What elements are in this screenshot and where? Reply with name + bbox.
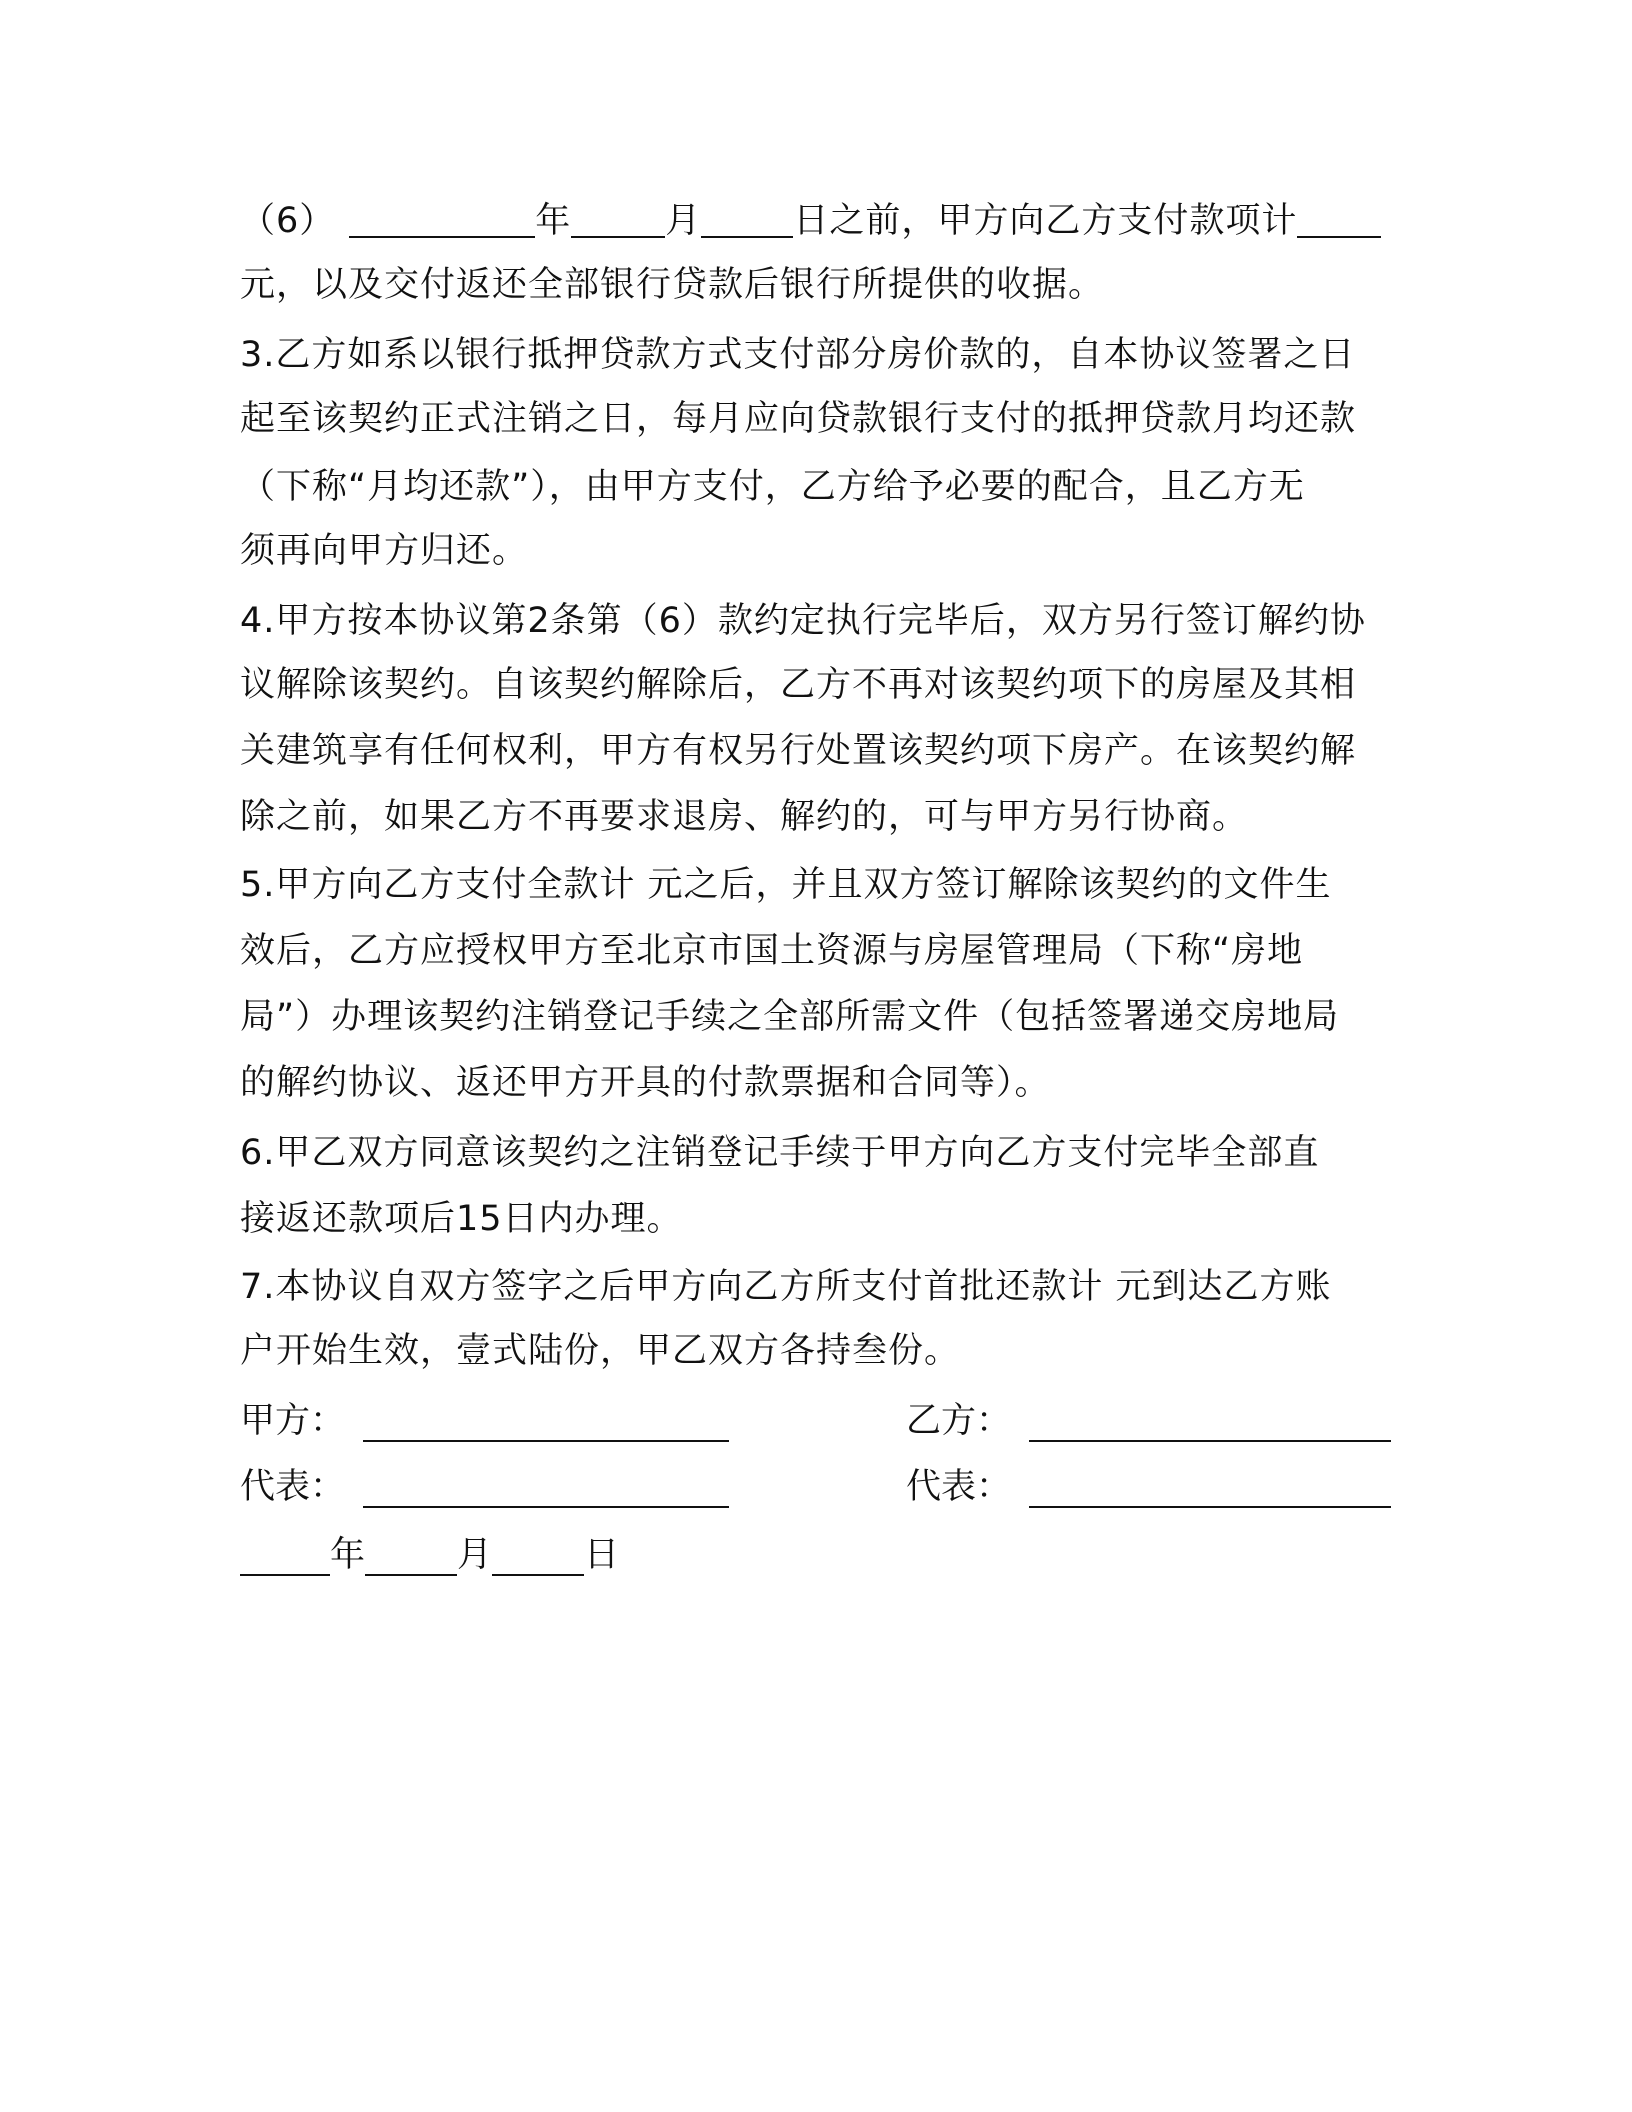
rep-a-signature-line[interactable] (363, 1466, 729, 1508)
day-blank[interactable] (701, 196, 793, 238)
party-b-signature-line[interactable] (1029, 1400, 1391, 1442)
sign-month-label: 月 (457, 1535, 493, 1575)
sign-year-blank[interactable] (240, 1534, 330, 1576)
clause-3-line-3: （下称“月均还款”），由甲方支付，乙方给予必要的配合，且乙方无 (240, 467, 1305, 507)
clause-4-line-4: 除之前，如果乙方不再要求退房、解约的，可与甲方另行协商。 (240, 797, 1249, 837)
amount-blank[interactable] (1297, 196, 1381, 238)
clause-6-number: （6） (240, 201, 336, 241)
clause-4-line-1: 4.甲方按本协议第2条第（6）款约定执行完毕后，双方另行签订解约协 (240, 601, 1366, 641)
clause-6-line-2: 元，以及交付返还全部银行贷款后银行所提供的收据。 (240, 265, 1105, 305)
rep-b-signature-line[interactable] (1029, 1466, 1391, 1508)
clause-5-line-4: 的解约协议、返还甲方开具的付款票据和合同等）。 (240, 1063, 1051, 1103)
clause-3-line-4: 须再向甲方归还。 (240, 531, 529, 571)
clause-3-line-2: 起至该契约正式注销之日，每月应向贷款银行支付的抵押贷款月均还款 (240, 399, 1357, 439)
day-label: 日之前，甲方向乙方支付款项计 (793, 201, 1298, 241)
clause-4-line-3: 关建筑享有任何权利，甲方有权另行处置该契约项下房产。在该契约解 (240, 731, 1357, 771)
clause-7-line-1: 7.本协议自双方签字之后甲方向乙方所支付首批还款计 元到达乙方账 (240, 1267, 1332, 1307)
year-blank[interactable] (349, 196, 535, 238)
party-a-row (240, 1388, 729, 1454)
rep-b-row (906, 1454, 1391, 1520)
rep-a-row (240, 1454, 729, 1520)
clause-6-line-1 (240, 188, 1400, 254)
month-blank[interactable] (571, 196, 665, 238)
year-label: 年 (535, 201, 572, 241)
clause-3-line-1: 3.乙方如系以银行抵押贷款方式支付部分房价款的，自本协议签署之日 (240, 335, 1356, 375)
rep-a-label: 代表： (240, 1467, 346, 1507)
signing-date-row (240, 1522, 619, 1588)
clause-5-line-3: 局”）办理该契约注销登记手续之全部所需文件（包括签署递交房地局 (240, 997, 1340, 1037)
rep-b-label: 代表： (906, 1467, 1012, 1507)
sign-year-label: 年 (330, 1535, 366, 1575)
party-a-label: 甲方： (240, 1401, 346, 1441)
clause-5-line-1: 5.甲方向乙方支付全款计 元之后，并且双方签订解除该契约的文件生 (240, 865, 1332, 905)
party-a-signature-line[interactable] (363, 1400, 729, 1442)
clause-6b-line-2: 接返还款项后15日内办理。 (240, 1199, 683, 1239)
clause-6b-line-1: 6.甲乙双方同意该契约之注销登记手续于甲方向乙方支付完毕全部直 (240, 1133, 1320, 1173)
sign-day-label: 日 (584, 1535, 620, 1575)
month-label: 月 (665, 201, 702, 241)
sign-day-blank[interactable] (492, 1534, 584, 1576)
clause-7-line-2: 户开始生效，壹式陆份，甲乙双方各持叁份。 (240, 1331, 961, 1371)
party-b-label: 乙方： (906, 1401, 1012, 1441)
clause-5-line-2: 效后，乙方应授权甲方至北京市国土资源与房屋管理局（下称“房地 (240, 931, 1304, 971)
clause-4-line-2: 议解除该契约。自该契约解除后，乙方不再对该契约项下的房屋及其相 (240, 665, 1357, 705)
party-b-row (906, 1388, 1391, 1454)
sign-month-blank[interactable] (365, 1534, 457, 1576)
